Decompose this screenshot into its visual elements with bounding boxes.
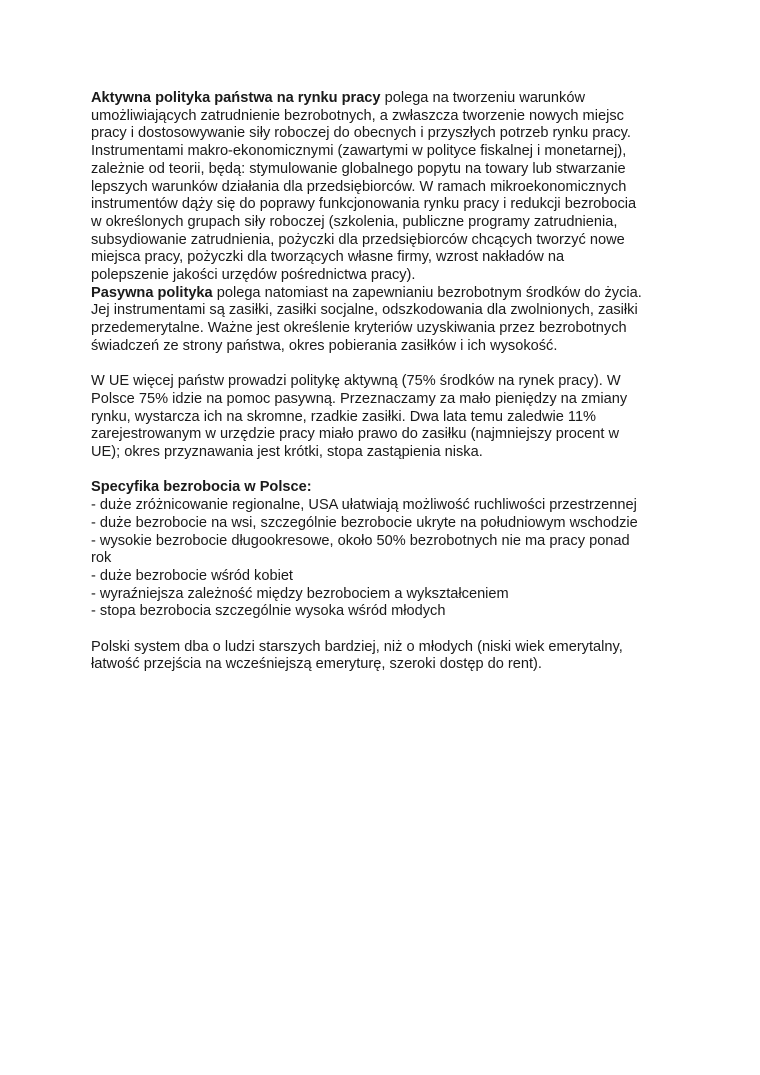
passive-policy-paragraph [91,285,681,356]
specifics-heading: Specyfika bezrobocia w Polsce: [91,479,312,496]
list-item: - stopa bezrobocia szczególnie wysoka wśród młodych [91,603,446,620]
list-item: - duże bezrobocie wśród kobiet [91,567,293,584]
passive-policy-text: polega natomiast na zapewnianiu bezrobotnym środków do życia. Jej instrumentami są zasiłki, zasiłki socjalne, odszkodowania dla zwolnionych, zasiłki przedemerytalne. Ważne jest określenie kryteriów uzyskiwania przez bezrobotnych świadczeń ze strony państwa, okres pobierania zasiłków i ich wysokość. [91,284,642,354]
list-item: - wysokie bezrobocie długookresowe, około 50% bezrobotnych nie ma pracy ponad rok [91,532,630,567]
passive-policy-heading: Pasywna polityka [91,284,213,301]
paragraph-gap [91,462,681,480]
closing-paragraph: Polski system dba o ludzi starszych bardziej, niż o młodych (niski wiek emerytalny, łatwość przejścia na wcześniejszą emeryturę, szeroki dostęp do rent). [91,638,623,673]
document-page [91,90,681,674]
list-item: - duże bezrobocie na wsi, szczególnie bezrobocie ukryte na południowym wschodzie [91,514,638,531]
active-policy-paragraph [91,90,681,285]
active-policy-text: polega na tworzeniu warunków umożliwiających zatrudnienie bezrobotnych, a zwłaszcza tworzenie nowych miejsc pracy i dostosowywanie siły roboczej do obecnych i przyszłych potrzeb rynku pracy. Instrumentami makro-ekonomicznymi (zawartymi w polityce fiskalnej i monetarnej), zależnie od teorii, będą: stymulowanie globalnego popytu na towary lub stwarzanie lepszych warunków działania dla przedsiębiorców. W ramach mikroekonomicznych instrumentów dąży się do poprawy funkcjonowania rynku pracy i redukcji bezrobocia w określonych grupach siły roboczej (szkolenia, publiczne programy zatrudnienia, subsydiowanie zatrudnienia, pożyczki dla przedsiębiorców chcących tworzyć nowe miejsca pracy, pożyczki dla tworzących własne firmy, wzrost nakładów na polepszenie jakości urzędów pośrednictwa pracy). [91,90,637,284]
specifics-list [91,497,681,621]
paragraph-gap [91,621,681,639]
eu-comparison-paragraph: W UE więcej państw prowadzi politykę aktywną (75% środków na rynek pracy). W Polsce 75% idzie na pomoc pasywną. Przeznaczamy za mało pieniędzy na zmiany rynku, wystarcza ich na skromne, rzadkie zasiłki. Dwa lata temu zaledwie 11% zarejestrowanym w urzędzie pracy miało prawo do zasiłku (najmniejszy procent w UE); okres przyznawania jest krótki, stopa zastąpienia niska. [91,373,628,461]
list-item: - wyraźniejsza zależność między bezrobociem a wykształceniem [91,585,509,602]
active-policy-heading: Aktywna polityka państwa na rynku pracy [91,90,381,106]
list-item: - duże zróżnicowanie regionalne, USA ułatwiają możliwość ruchliwości przestrzennej [91,497,637,514]
paragraph-gap [91,356,681,374]
